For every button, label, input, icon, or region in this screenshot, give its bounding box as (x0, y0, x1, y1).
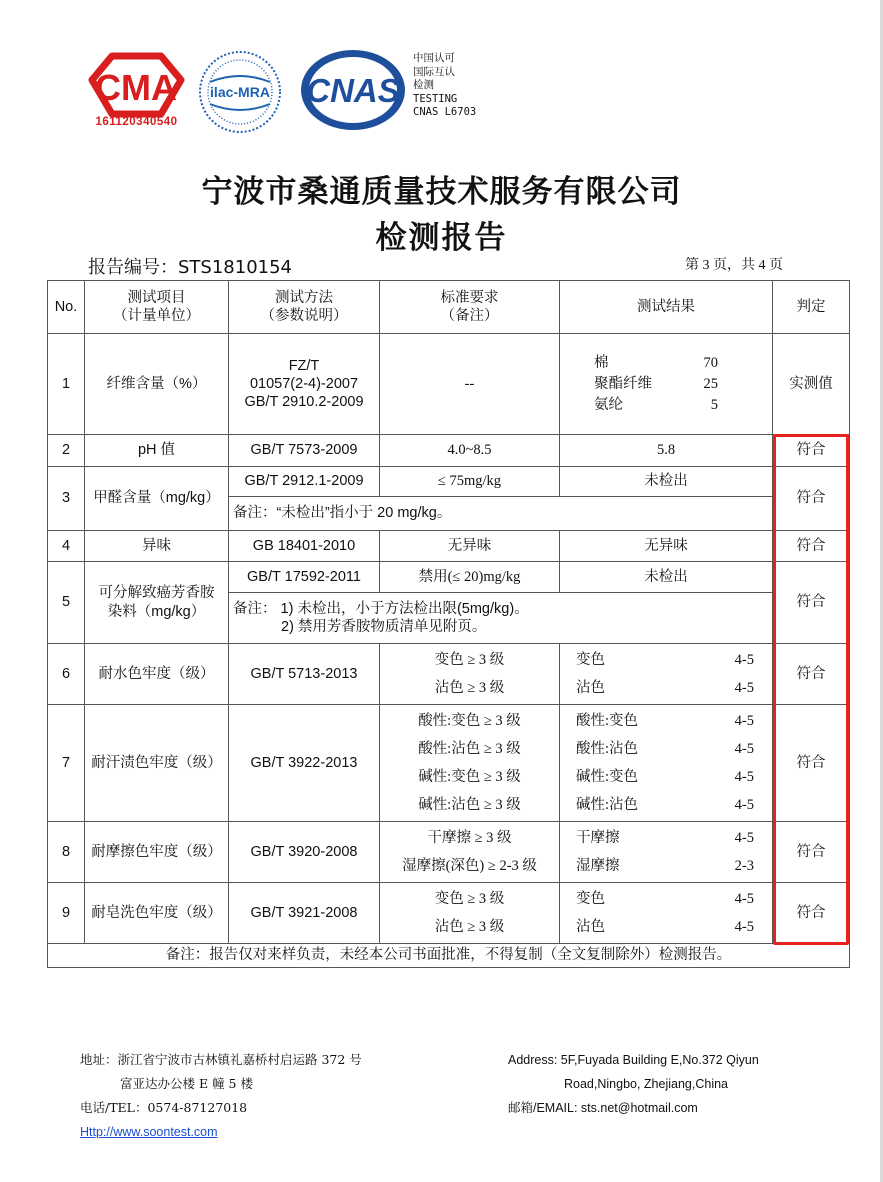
report-remark: 备注：报告仅对来样负责，未经本公司书面批准，不得复制（全文复制除外）检测报告。 (48, 944, 850, 968)
verdict: 实测值 (773, 334, 850, 435)
verdict: 符合 (773, 822, 850, 883)
cma-letters: CMA (95, 67, 177, 108)
table-row-note: 备注： 1) 未检出，小于方法检出限(5mg/kg)。 2) 禁用芳香胺物质清单见附页。 (48, 593, 850, 644)
table-row: 1 纤维含量（%） FZ/T 01057(2-4)-2007 GB/T 2910.2-2009 -- 棉 70 聚酯纤维 25 氨纶 5 实测值 (48, 334, 850, 435)
report-title: 检测报告 (375, 220, 508, 256)
verdict: 符合 (773, 562, 850, 644)
footer-contact-en (508, 1048, 759, 1120)
header-no: No. (48, 281, 85, 334)
header-method: 测试方法 （参数说明） (229, 281, 380, 334)
table-row: 8 耐摩擦色牢度（级） GB/T 3920-2008 干摩擦 ≥ 3 级 湿摩擦(深色) ≥ 2-3 级 干摩擦 4-5 湿摩擦 2-3 符合 (48, 822, 850, 883)
table-row-note: 备注：“未检出”指小于 20 mg/kg。 (48, 497, 850, 531)
ilac-mra-logo (196, 48, 284, 136)
table-row: 6 耐水色牢度（级） GB/T 5713-2013 变色 ≥ 3 级 沾色 ≥ 3 级 变色 4-5 沾色 4-5 符合 (48, 644, 850, 705)
verdict-highlight-box (773, 434, 849, 945)
table-header-row (48, 281, 850, 334)
verdict: 符合 (773, 531, 850, 562)
verdict: 符合 (773, 467, 850, 531)
header-result: 测试结果 (560, 281, 773, 334)
accreditation-logos (84, 42, 504, 142)
cnas-line: TESTING (413, 92, 458, 105)
email: 邮箱/EMAIL: sts.net@hotmail.com (508, 1101, 698, 1115)
table-row: 7 耐汗渍色牢度（级） GB/T 3922-2013 酸性:变色 ≥ 3 级 酸性:沾色 ≥ 3 级 碱性:变色 ≥ 3 级 碱性:沾色 ≥ 3 级 酸性:变色 4-5 酸性:沾色 4-5 碱性:变色 4-5 碱性:沾色 4-5 符合 (48, 705, 850, 822)
ilac-text: ilac-MRA (210, 84, 270, 100)
cnas-caption (413, 52, 503, 120)
header-verdict: 判定 (773, 281, 850, 334)
verdict: 符合 (773, 644, 850, 705)
cnas-letters: CNAS (306, 72, 400, 109)
cnas-line: 中国认可 (413, 52, 455, 64)
verdict: 符合 (773, 435, 850, 467)
header-standard: 标准要求 （备注） (380, 281, 560, 334)
fiber-results: 棉 70 聚酯纤维 25 氨纶 5 (560, 334, 773, 435)
phone: 电话/TEL：0574-87127018 (80, 1100, 248, 1115)
address-cn-line1: 地址：浙江省宁波市古林镇礼嘉桥村启运路 372 号 (80, 1052, 362, 1067)
address-en-line1: Address: 5F,Fuyada Building E,No.372 Qiyun (508, 1053, 759, 1067)
address-en-line2: Road,Ningbo, Zhejiang,China (564, 1077, 728, 1091)
report-number: 报告编号：STS1810154 (88, 257, 293, 278)
page-info: 第 3 页，共 4 页 (685, 258, 783, 273)
table-row: 2 pH 值 GB/T 7573-2009 4.0~8.5 5.8 符合 (48, 435, 850, 467)
website-link[interactable]: Http://www.soontest.com (80, 1125, 218, 1139)
cnas-line: CNAS L6703 (413, 106, 477, 118)
cnas-line: 检测 (413, 79, 434, 91)
table-row: 4 异味 GB 18401-2010 无异味 无异味 符合 (48, 531, 850, 562)
table-row: 9 耐皂洗色牢度（级） GB/T 3921-2008 变色 ≥ 3 级 沾色 ≥ 3 级 变色 4-5 沾色 4-5 符合 (48, 883, 850, 944)
cnas-logo (298, 46, 408, 134)
table-row: 3 甲醛含量（mg/kg） GB/T 2912.1-2009 ≤ 75mg/kg 未检出 符合 (48, 467, 850, 497)
company-name: 宁波市桑通质量技术服务有限公司 (201, 174, 682, 210)
header-item: 测试项目 （计量单位） (85, 281, 229, 334)
verdict: 符合 (773, 883, 850, 944)
cnas-line: 国际互认 (413, 65, 455, 78)
address-cn-line2: 富亚达办公楼 E 幢 5 楼 (120, 1076, 253, 1091)
verdict: 符合 (773, 705, 850, 822)
table-remark-row (48, 944, 850, 968)
table-row: 5 可分解致癌芳香胺 染料（mg/kg） GB/T 17592-2011 禁用(≤ 20)mg/kg 未检出 符合 (48, 562, 850, 593)
footer-contact-cn (80, 1048, 362, 1144)
test-results-table (47, 280, 850, 968)
cma-number: 161120340540 (95, 116, 178, 128)
